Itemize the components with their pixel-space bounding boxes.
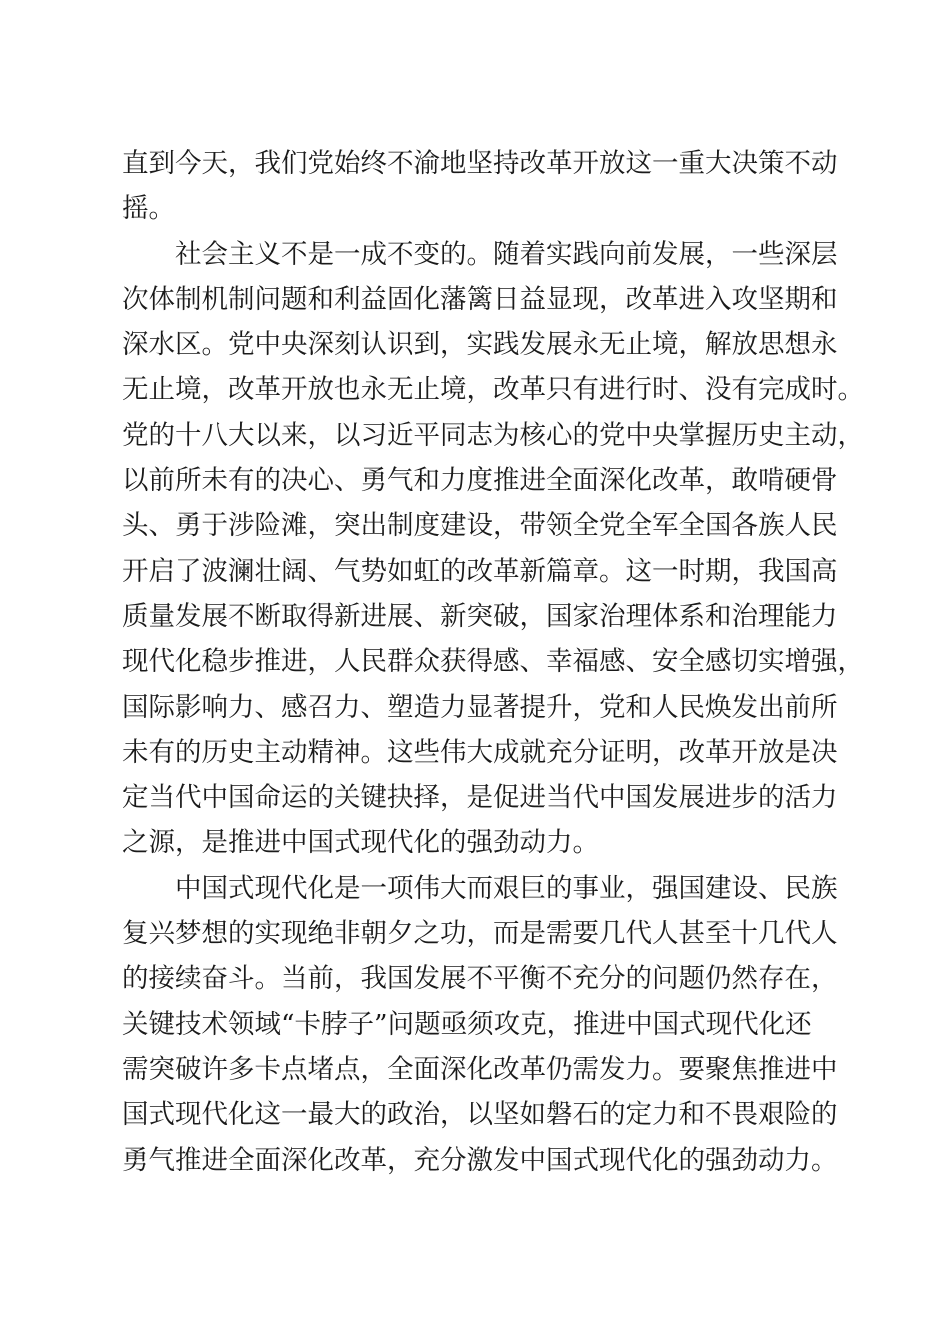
text-line: 深水区。党中央深刻认识到，实践发展永无止境，解放思想永: [122, 329, 838, 361]
text-line: 之源，是推进中国式现代化的强劲动力。: [122, 827, 599, 859]
text-line: 国际影响力、感召力、塑造力显著提升，党和人民焕发出前所: [122, 691, 838, 723]
text-line: 头、勇于涉险滩，突出制度建设，带领全党全军全国各族人民: [122, 510, 838, 542]
text-line: 定当代中国命运的关键抉择，是促进当代中国发展进步的活力: [122, 782, 838, 814]
body-text: [122, 141, 864, 1183]
text-line: 需突破许多卡点堵点，全面深化改革仍需发力。要聚焦推进中: [122, 1053, 838, 1085]
text-line: 勇气推进全面深化改革，充分激发中国式现代化的强劲动力。: [122, 1144, 838, 1176]
text-line: 复兴梦想的实现绝非朝夕之功，而是需要几代人甚至十几代人: [122, 918, 838, 950]
text-line: 直到今天，我们党始终不渝地坚持改革开放这一重大决策不动: [122, 148, 838, 179]
text-line: 开启了波澜壮阔、气势如虹的改革新篇章。这一时期，我国高: [122, 555, 838, 587]
text-line: 国式现代化这一最大的政治，以坚如磐石的定力和不畏艰险的: [122, 1099, 838, 1131]
text-line: 现代化稳步推进，人民群众获得感、幸福感、安全感切实增强，: [122, 646, 864, 678]
text-line: 党的十八大以来，以习近平同志为核心的党中央掌握历史主动，: [122, 419, 864, 451]
paragraph-start-line: 社会主义不是一成不变的。随着实践向前发展，一些深层: [175, 238, 838, 270]
text-line: 关键技术领域“卡脖子”问题亟须攻克，推进中国式现代化还: [122, 1008, 812, 1040]
text-line: 次体制机制问题和利益固化藩篱日益显现，改革进入攻坚期和: [122, 283, 838, 315]
text-line: 以前所未有的决心、勇气和力度推进全面深化改革，敢啃硬骨: [122, 465, 838, 497]
text-line: 的接续奋斗。当前，我国发展不平衡不充分的问题仍然存在，: [122, 963, 838, 995]
text-line: 质量发展不断取得新进展、新突破，国家治理体系和治理能力: [122, 600, 838, 632]
text-line: 未有的历史主动精神。这些伟大成就充分证明，改革开放是决: [122, 736, 838, 768]
paragraph-start-line: 中国式现代化是一项伟大而艰巨的事业，强国建设、民族: [175, 872, 838, 904]
text-line: 摇。: [122, 193, 175, 225]
text-line: 无止境，改革开放也永无止境，改革只有进行时、没有完成时。: [122, 374, 864, 406]
